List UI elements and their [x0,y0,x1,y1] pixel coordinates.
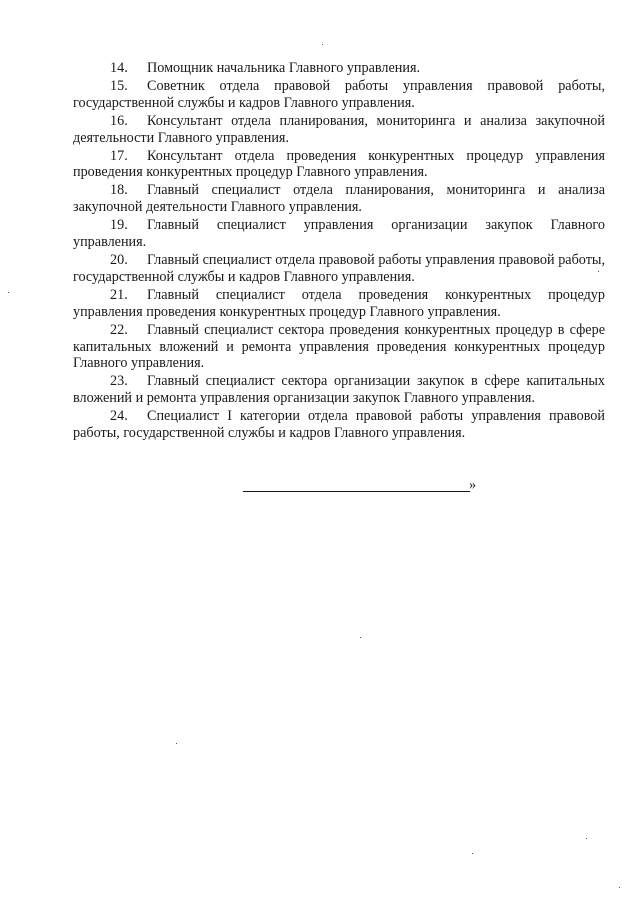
scan-speck [472,853,473,854]
item-number: 24. [110,408,128,425]
item-text: Главный специалист отдела планирования, мониторинга и анализа закупочной деятельности Главного управления. [73,182,605,216]
closing-quote: » [469,477,477,493]
closing-line [243,477,483,497]
item-text: Главный специалист отдела проведения конкурентных процедур управления проведения конкурентных процедур Главного управления. [73,286,605,320]
scan-speck [322,44,323,45]
list-item-23 [73,373,605,407]
item-text: Специалист I категории отдела правовой работы управления правовой работы, государственной службы и кадров Главного управления. [73,408,605,442]
item-number: 23. [110,373,128,390]
list-item-14 [73,60,605,77]
item-text: Главный специалист сектора организации закупок в сфере капитальных вложений и ремонта управления организации закупок Главного управления. [73,373,605,407]
item-number: 21. [110,286,128,303]
scan-speck [176,743,177,744]
item-text: Консультант отдела планирования, мониторинга и анализа закупочной деятельности Главного управления. [73,112,605,146]
item-text: Главный специалист управления организации закупок Главного управления. [73,217,605,251]
list-item-15 [73,78,605,112]
scan-speck [598,271,599,272]
item-number: 15. [110,77,128,94]
list-item-21 [73,287,605,321]
item-number: 16. [110,112,128,129]
list-item-22 [73,322,605,373]
scan-speck [586,838,587,839]
list-item-20 [73,252,605,286]
signature-underline [243,491,470,492]
item-number: 18. [110,182,128,199]
scan-speck [360,637,361,638]
list-item-19 [73,217,605,251]
item-text: Главный специалист отдела правовой работы управления правовой работы, государственной службы и кадров Главного управления. [73,251,605,285]
list-item-24 [73,408,605,442]
item-text: Главный специалист сектора проведения конкурентных процедур в сфере капитальных вложений и ремонта управления проведения конкурентных процедур Главного управления. [73,321,605,372]
scan-speck [619,887,620,888]
item-text: Консультант отдела проведения конкурентных процедур управления проведения конкурентных процедур Главного управления. [73,147,605,181]
item-number: 19. [110,217,128,234]
scan-speck [8,292,9,293]
item-number: 14. [110,60,128,76]
item-number: 22. [110,321,128,338]
item-text: Советник отдела правовой работы управления правовой работы, государственной службы и кадров Главного управления. [73,77,605,111]
item-number: 17. [110,147,128,164]
list-item-16 [73,113,605,147]
item-text: Помощник начальника Главного управления. [147,60,421,76]
list-item-18 [73,182,605,216]
list-item-17 [73,148,605,182]
item-number: 20. [110,251,128,268]
position-list [73,60,605,443]
